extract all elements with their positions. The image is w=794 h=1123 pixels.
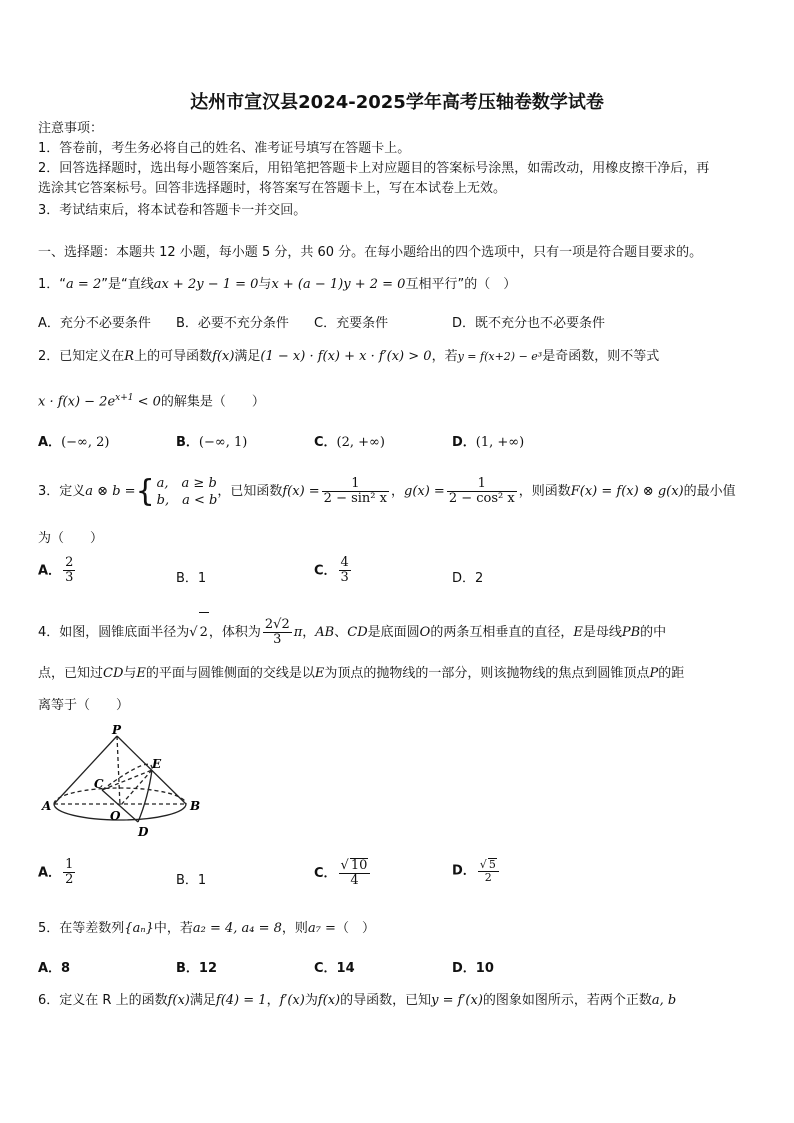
label-d: D [138,825,149,839]
q4-option-c: C． $\frac{√ 10}{4}$ [314,858,372,889]
q2-option-c: C．(2, +∞) [314,435,385,450]
axis-po [117,736,120,806]
question-5: 5．在等差数列{aₙ}中，若a₂ = 4, a₄ = 8，则a₇ =（ ） [38,921,375,936]
q5-option-c: C．14 [314,961,355,976]
label-o: O [110,809,121,823]
page-title: 达州市宣汉县2024-2025学年高考压轴卷数学试卷 [190,92,604,113]
q2-option-a: A．(−∞, 2) [38,435,110,450]
q1-option-a: A．充分不必要条件 [38,316,151,331]
question-1: 1．“a = 2”是“直线ax + 2y − 1 = 0与x + (a − 1)y + 2 = 0互相平行”的（ ） [38,277,517,292]
notice-item-1: 1．答卷前，考生务必将自己的姓名、准考证号填写在答题卡上。 [38,141,411,156]
q1-option-d: D．既不充分也不必要条件 [452,316,606,331]
q3-option-a: A． $\frac{2}{3}$ [38,555,74,586]
question-2: 2．已知定义在R上的可导函数f(x)满足(1 − x) · f(x) + x · f′(x) > 0，若y = f(x+2) − e³是奇函数，则不等式 [38,349,660,364]
label-p: P [112,724,122,737]
question-2-line-2: $x \cdot f(x) - 2e^{x+1} < 0$的解集是（ ） [38,393,265,410]
notice-heading: 注意事项： [38,121,104,136]
label-e: E [152,757,162,771]
q5-option-d: D．10 [452,961,494,976]
q5-option-b: B．12 [176,961,217,976]
question-4-line-3: 离等于（ ） [38,698,130,713]
label-b: B [190,799,201,813]
q4-option-b: B．1 [176,873,207,888]
question-3-line-2: 为（ ） [38,531,104,546]
generatrix-pa [54,736,117,804]
label-c: C [94,777,104,791]
notice-item-3: 3．考试结束后，将本试卷和答题卡一并交回。 [38,203,307,218]
q2-option-d: D．(1, +∞) [452,435,525,450]
notice-item-2-cont: 选涂其它答案标号。回答非选择题时，将答案写在答题卡上，写在本试卷上无效。 [38,181,507,196]
cone-figure [36,724,216,846]
question-4-line-2: 点，已知过CD与E的平面与圆锥侧面的交线是以E为顶点的抛物线的一部分，则该抛物线的焦点到圆锥顶点P的距 [38,666,685,681]
question-6: 6．定义在 R 上的函数f(x)满足f(4) = 1，f′(x)为f(x)的导函数，已知y = f′(x)的图象如图所示，若两个正数a, b [38,993,677,1008]
q3-option-c: C． $\frac{4}{3}$ [314,555,349,586]
question-4: 4．如图，圆锥底面半径为√ 2，体积为 $\frac{2√2}{3}$ π，AB、CD是底面圆O的两条互相垂直的直径，E是母线PB的中 [38,612,666,653]
parabola-back [102,764,152,790]
question-3: 3．定义a ⊗ b ={ a, a ≥ b b, a < b ，已知函数f(x) = $\frac{1}{\text{2 − sin² x}}$ ，g(x) = $\frac{1}{\text{2 − cos² x}}$ ，则函数F(x) = f(x) ⊗ g(x)的最小值 [38,473,736,509]
segment-eo [120,770,152,806]
q1-option-b: B．必要不充分条件 [176,316,289,331]
q4-option-d: D． $\frac{√ 5}{2}$ [452,858,501,884]
q1-option-c: C．充要条件 [314,316,389,331]
q2-option-b: B．(−∞, 1) [176,435,248,450]
q4-option-a: A． $\frac{1}{2}$ [38,857,74,888]
section-heading: 一、选择题：本题共 12 小题，每小题 5 分，共 60 分。在每小题给出的四个选项中，只有一项是符合题目要求的。 [38,245,703,260]
q5-option-a: A．8 [38,961,71,976]
label-a: A [42,799,52,813]
q3-option-d: D．2 [452,571,484,586]
q3-option-b: B．1 [176,571,207,586]
notice-item-2: 2．回答选择题时，选出每小题答案后，用铅笔把答题卡上对应题目的答案标号涂黑，如需改动，用橡皮擦干净后，再 [38,161,710,176]
